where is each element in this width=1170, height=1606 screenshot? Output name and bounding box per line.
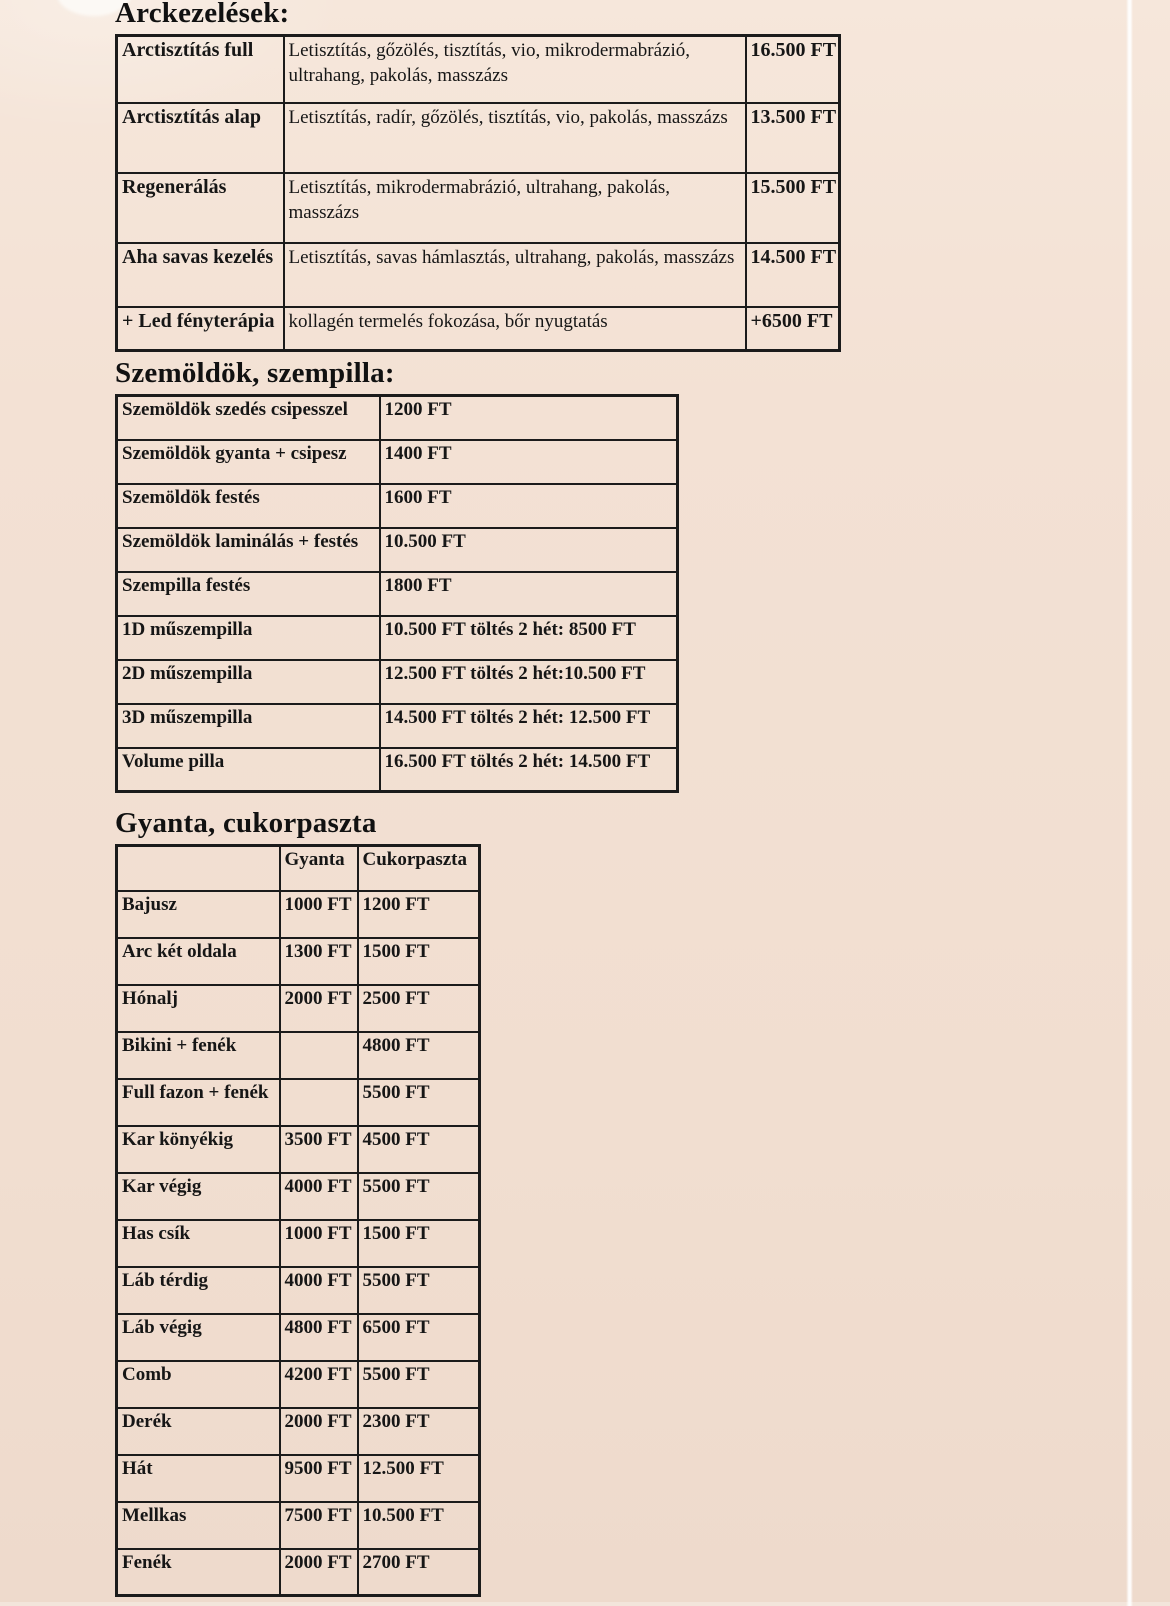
section-title-facial: Arckezelések: xyxy=(115,0,290,29)
section-brows-lashes xyxy=(115,356,679,793)
sugarpaste-price-cell: 10.500 FT xyxy=(358,1502,480,1549)
service-name-cell: Szemöldök szedés csipesszel xyxy=(117,396,380,440)
wax-price-cell: 9500 FT xyxy=(280,1455,358,1502)
table-row xyxy=(117,1032,480,1079)
table-row xyxy=(117,704,678,748)
price-cell: 10.500 FT xyxy=(380,528,678,572)
body-area-cell: Bajusz xyxy=(117,891,280,938)
wax-price-cell: 4800 FT xyxy=(280,1314,358,1361)
table-row xyxy=(117,748,678,792)
service-name-cell: + Led fényterápia xyxy=(117,307,284,351)
table-row xyxy=(117,1173,480,1220)
section-title-wax: Gyanta, cukorpaszta xyxy=(115,807,377,839)
wax-price-cell: 1300 FT xyxy=(280,938,358,985)
table-row xyxy=(117,36,840,103)
body-area-cell: Comb xyxy=(117,1361,280,1408)
service-name-cell: 3D műszempilla xyxy=(117,704,380,748)
wax-price-cell: 4000 FT xyxy=(280,1267,358,1314)
sugarpaste-price-cell: 6500 FT xyxy=(358,1314,480,1361)
table-row xyxy=(117,1502,480,1549)
service-name-cell: Szempilla festés xyxy=(117,572,380,616)
section-title-brows: Szemöldök, szempilla: xyxy=(115,357,395,389)
price-cell: 14.500 FT xyxy=(746,243,840,307)
service-description-cell: Letisztítás, mikrodermabrázió, ultrahang, pakolás, masszázs xyxy=(284,173,746,243)
price-cell: 1600 FT xyxy=(380,484,678,528)
sugarpaste-price-cell: 12.500 FT xyxy=(358,1455,480,1502)
table-row xyxy=(117,528,678,572)
price-cell: 13.500 FT xyxy=(746,103,840,173)
sugarpaste-price-cell: 4800 FT xyxy=(358,1032,480,1079)
price-cell: 16.500 FT xyxy=(746,36,840,103)
sugarpaste-price-cell: 2500 FT xyxy=(358,985,480,1032)
wax-sugarpaste-table xyxy=(115,844,481,1597)
service-description-cell: Letisztítás, savas hámlasztás, ultrahang, pakolás, masszázs xyxy=(284,243,746,307)
body-area-cell: Arc két oldala xyxy=(117,938,280,985)
body-area-cell: Has csík xyxy=(117,1220,280,1267)
service-name-cell: Aha savas kezelés xyxy=(117,243,284,307)
table-row xyxy=(117,1220,480,1267)
wax-price-cell: 4000 FT xyxy=(280,1173,358,1220)
section-wax-sugarpaste xyxy=(115,806,481,1597)
service-description-cell: kollagén termelés fokozása, bőr nyugtatás xyxy=(284,307,746,351)
service-name-cell: Szemöldök gyanta + csipesz xyxy=(117,440,380,484)
service-name-cell: Regenerálás xyxy=(117,173,284,243)
price-cell: +6500 FT xyxy=(746,307,840,351)
wax-price-cell xyxy=(280,1079,358,1126)
facial-treatments-table xyxy=(115,34,841,352)
service-description-cell: Letisztítás, gőzölés, tisztítás, vio, mikrodermabrázió, ultrahang, pakolás, masszázs xyxy=(284,36,746,103)
service-name-cell: Arctisztítás alap xyxy=(117,103,284,173)
body-area-cell: Láb térdig xyxy=(117,1267,280,1314)
wax-price-cell: 2000 FT xyxy=(280,1408,358,1455)
wax-price-cell: 3500 FT xyxy=(280,1126,358,1173)
wax-price-cell: 2000 FT xyxy=(280,1549,358,1596)
service-name-cell: Szemöldök festés xyxy=(117,484,380,528)
table-row xyxy=(117,1549,480,1596)
wax-price-cell: 1000 FT xyxy=(280,891,358,938)
body-area-cell: Bikini + fenék xyxy=(117,1032,280,1079)
sugarpaste-price-cell: 1500 FT xyxy=(358,938,480,985)
sugarpaste-price-cell: 1200 FT xyxy=(358,891,480,938)
sugarpaste-price-cell: 1500 FT xyxy=(358,1220,480,1267)
table-row xyxy=(117,616,678,660)
table-row xyxy=(117,243,840,307)
price-cell: 1200 FT xyxy=(380,396,678,440)
service-name-cell: Arctisztítás full xyxy=(117,36,284,103)
wax-price-cell: 2000 FT xyxy=(280,985,358,1032)
price-cell: 12.500 FT töltés 2 hét:10.500 FT xyxy=(380,660,678,704)
body-area-cell: Kar végig xyxy=(117,1173,280,1220)
body-area-cell: Hónalj xyxy=(117,985,280,1032)
body-area-cell: Mellkas xyxy=(117,1502,280,1549)
body-area-cell: Derék xyxy=(117,1408,280,1455)
wax-price-cell: 1000 FT xyxy=(280,1220,358,1267)
price-cell: 10.500 FT töltés 2 hét: 8500 FT xyxy=(380,616,678,660)
body-area-cell: Láb végig xyxy=(117,1314,280,1361)
table-row xyxy=(117,1126,480,1173)
service-description-cell: Letisztítás, radír, gőzölés, tisztítás, vio, pakolás, masszázs xyxy=(284,103,746,173)
table-row xyxy=(117,1455,480,1502)
sugarpaste-price-cell-header: Cukorpaszta xyxy=(358,846,480,891)
body-area-cell: Fenék xyxy=(117,1549,280,1596)
table-row xyxy=(117,985,480,1032)
price-cell: 1800 FT xyxy=(380,572,678,616)
table-row xyxy=(117,1079,480,1126)
service-name-cell: Szemöldök laminálás + festés xyxy=(117,528,380,572)
body-area-cell: Full fazon + fenék xyxy=(117,1079,280,1126)
body-area-cell: Hát xyxy=(117,1455,280,1502)
table-row xyxy=(117,1361,480,1408)
table-row xyxy=(117,440,678,484)
sugarpaste-price-cell: 5500 FT xyxy=(358,1079,480,1126)
sugarpaste-price-cell: 4500 FT xyxy=(358,1126,480,1173)
price-cell: 15.500 FT xyxy=(746,173,840,243)
page-edge-highlight xyxy=(1126,0,1133,1606)
sugarpaste-price-cell: 5500 FT xyxy=(358,1361,480,1408)
sugarpaste-price-cell: 2300 FT xyxy=(358,1408,480,1455)
wax-price-cell-header: Gyanta xyxy=(280,846,358,891)
sugarpaste-price-cell: 5500 FT xyxy=(358,1267,480,1314)
table-row xyxy=(117,396,678,440)
table-row xyxy=(117,1314,480,1361)
wax-price-cell xyxy=(280,1032,358,1079)
table-row xyxy=(117,938,480,985)
price-cell: 16.500 FT töltés 2 hét: 14.500 FT xyxy=(380,748,678,792)
table-row xyxy=(117,660,678,704)
wax-price-cell: 7500 FT xyxy=(280,1502,358,1549)
table-row xyxy=(117,173,840,243)
table-row xyxy=(117,307,840,351)
table-row xyxy=(117,1408,480,1455)
table-row xyxy=(117,484,678,528)
table-row xyxy=(117,891,480,938)
wax-price-cell: 4200 FT xyxy=(280,1361,358,1408)
body-area-cell-header xyxy=(117,846,280,891)
section-facial-treatments xyxy=(115,0,841,352)
table-row xyxy=(117,103,840,173)
price-cell: 1400 FT xyxy=(380,440,678,484)
service-name-cell: Volume pilla xyxy=(117,748,380,792)
sugarpaste-price-cell: 5500 FT xyxy=(358,1173,480,1220)
table-row xyxy=(117,1267,480,1314)
service-name-cell: 1D műszempilla xyxy=(117,616,380,660)
table-header-row xyxy=(117,846,480,891)
brows-lashes-table xyxy=(115,394,679,793)
service-name-cell: 2D műszempilla xyxy=(117,660,380,704)
body-area-cell: Kar könyékig xyxy=(117,1126,280,1173)
table-row xyxy=(117,572,678,616)
sugarpaste-price-cell: 2700 FT xyxy=(358,1549,480,1596)
price-cell: 14.500 FT töltés 2 hét: 12.500 FT xyxy=(380,704,678,748)
